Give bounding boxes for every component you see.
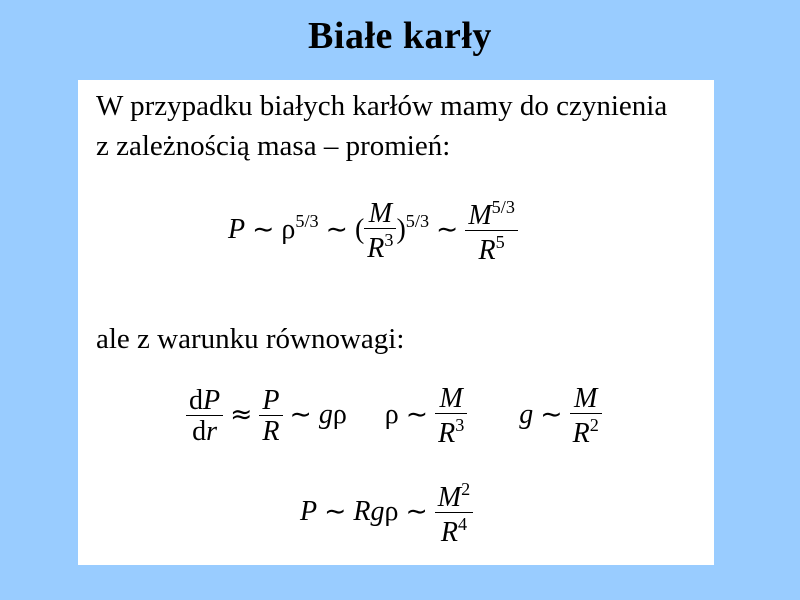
- pressure-result-equation: P ∼ Rgρ ∼ $\frac{M^2}{R^4}$: [300, 480, 473, 547]
- mass-radius-equation: P ∼ $\rho^{5/3}$ ∼ ( $\frac{M}{R^3}$ )$^{5/3}$ ∼ $\frac{M^{5/3}}{R^5}$: [228, 198, 518, 265]
- content-panel: [78, 80, 714, 565]
- intro-line-2: z zależnością masa – promień:: [96, 130, 451, 162]
- intro-line-1: W przypadku białych karłów mamy do czynienia: [96, 90, 668, 122]
- slide-title: Białe karły: [308, 15, 492, 57]
- equilibrium-label: ale z warunku równowagi:: [96, 323, 405, 355]
- equilibrium-equations: $\frac{dP}{dr}$ ≈ $\frac{P}{R}$ ∼ gρ ρ ∼ $\frac{M}{R^3}$ g ∼ $\frac{M}{R^2}$: [186, 385, 602, 448]
